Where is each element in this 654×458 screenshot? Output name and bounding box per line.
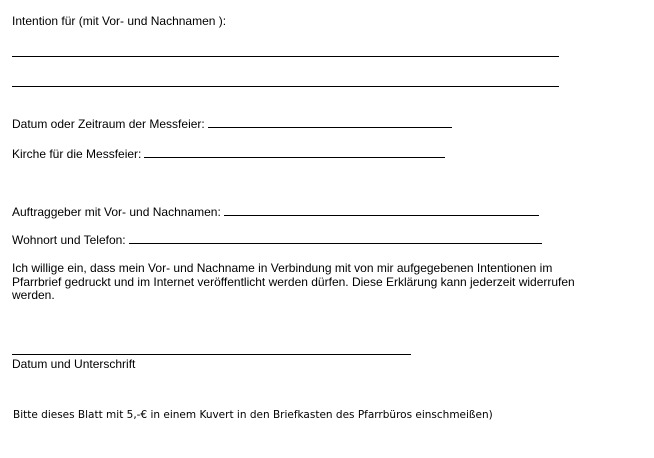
date-field-row xyxy=(12,116,452,131)
client-label: Auftraggeber mit Vor- und Nachnamen: xyxy=(12,205,221,219)
residence-fill-line[interactable] xyxy=(129,232,542,244)
client-field-row xyxy=(12,204,539,219)
signature-label: Datum und Unterschrift xyxy=(12,357,136,371)
residence-field-row xyxy=(12,232,542,247)
church-label: Kirche für die Messfeier: xyxy=(12,147,142,161)
date-fill-line[interactable] xyxy=(208,116,452,128)
intention-label: Intention für (mit Vor- und Nachnamen ): xyxy=(12,14,227,28)
intention-line-1[interactable] xyxy=(12,56,559,57)
footer-note: Bitte dieses Blatt mit 5,-€ in einem Kuvert in den Briefkasten des Pfarrbüros einschmeißen) xyxy=(13,409,493,421)
consent-paragraph: Ich willige ein, dass mein Vor- und Nachname in Verbindung mit von mir aufgegebenen Intentionen im Pfarrbrief gedruckt und im Internet veröffentlicht werden dürfen. Diese Erklärung kann jederzeit widerrufen werden. xyxy=(12,261,575,302)
intention-line-2[interactable] xyxy=(12,86,559,87)
residence-label: Wohnort und Telefon: xyxy=(12,233,126,247)
church-fill-line[interactable] xyxy=(144,146,445,158)
client-fill-line[interactable] xyxy=(224,204,539,216)
signature-line[interactable] xyxy=(12,354,411,355)
date-label: Datum oder Zeitraum der Messfeier: xyxy=(12,117,205,131)
church-field-row xyxy=(12,146,445,161)
